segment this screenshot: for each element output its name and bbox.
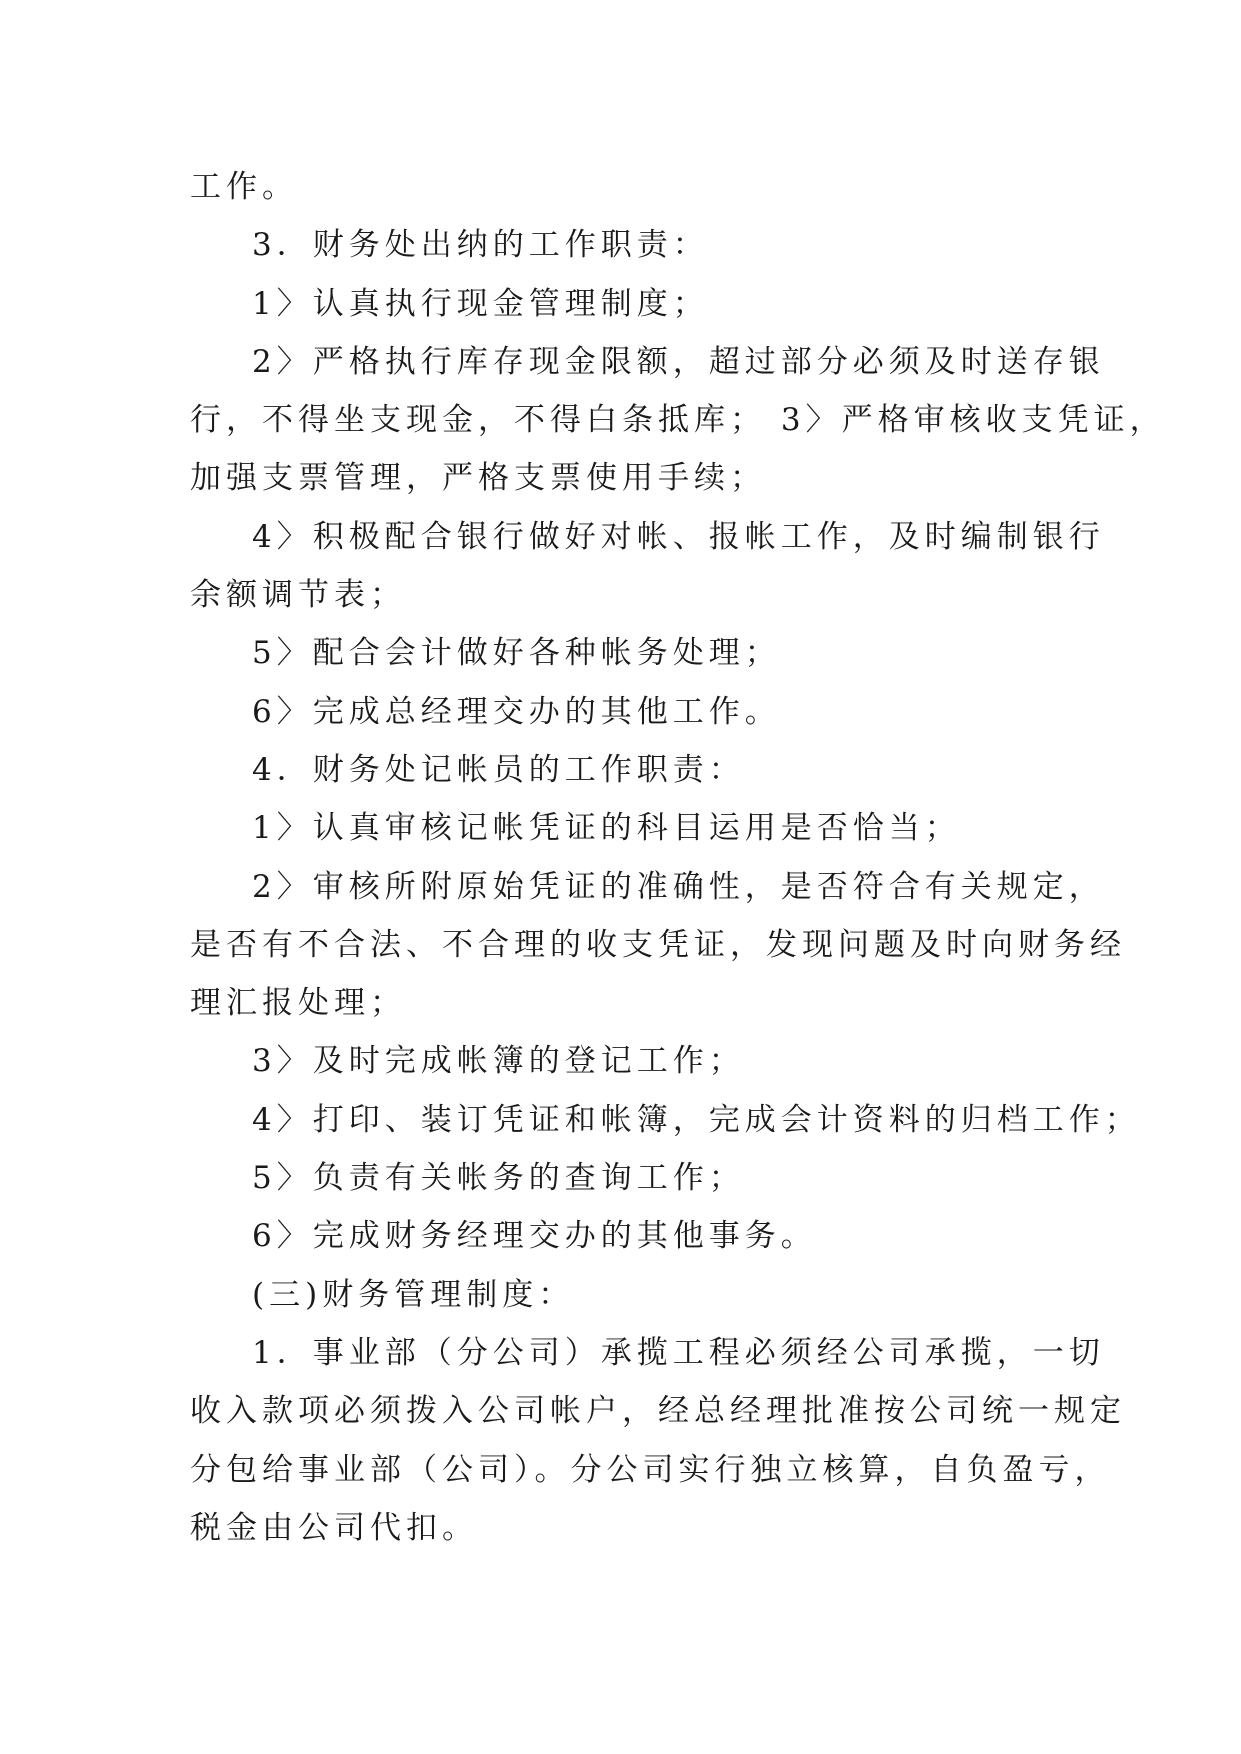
text-line: 1．事业部（分公司）承揽工程必须经公司承揽，一切 [252, 1334, 1105, 1371]
text-line: 工作。 [190, 169, 298, 205]
text-line: 6〉完成总经理交办的其他工作。 [252, 693, 781, 730]
document-body [190, 158, 1166, 1557]
text-line: 税金由公司代扣。 [190, 1509, 478, 1546]
text-line: 分包给事业部（公司）。分公司实行独立核算，自负盈亏， [190, 1451, 1111, 1488]
text-line: 4〉打印、装订凭证和帐簿，完成会计资料的归档工作； [252, 1101, 1141, 1138]
text-line: 5〉配合会计做好各种帐务处理； [252, 635, 781, 672]
text-line: 2〉严格执行库存现金限额，超过部分必须及时送存银 [252, 343, 1105, 380]
text-line: 余额调节表； [190, 577, 406, 614]
text-line: 1〉认真审核记帐凭证的科目运用是否恰当； [252, 810, 961, 847]
text-line: 理汇报处理； [190, 985, 406, 1022]
text-line: 3．财务处出纳的工作职责： [252, 227, 709, 264]
text-line: (三)财务管理制度： [252, 1276, 575, 1313]
text-line: 加强支票管理，严格支票使用手续； [190, 460, 766, 497]
text-line: 5〉负责有关帐务的查询工作； [252, 1160, 745, 1197]
text-line: 6〉完成财务经理交办的其他事务。 [252, 1218, 817, 1255]
text-line: 1〉认真执行现金管理制度； [252, 285, 709, 322]
text-line: 收入款项必须拨入公司帐户，经总经理批准按公司统一规定 [190, 1393, 1126, 1430]
text-line: 行，不得坐支现金，不得白条抵库； 3〉严格审核收支凭证， [190, 402, 1166, 439]
text-line: 4．财务处记帐员的工作职责： [252, 751, 745, 788]
text-line: 2〉审核所附原始凭证的准确性，是否符合有关规定， [252, 868, 1105, 905]
text-line: 是否有不合法、不合理的收支凭证，发现问题及时向财务经 [190, 926, 1126, 963]
text-line: 3〉及时完成帐簿的登记工作； [252, 1043, 745, 1080]
text-line: 4〉积极配合银行做好对帐、报帐工作，及时编制银行 [252, 518, 1105, 555]
